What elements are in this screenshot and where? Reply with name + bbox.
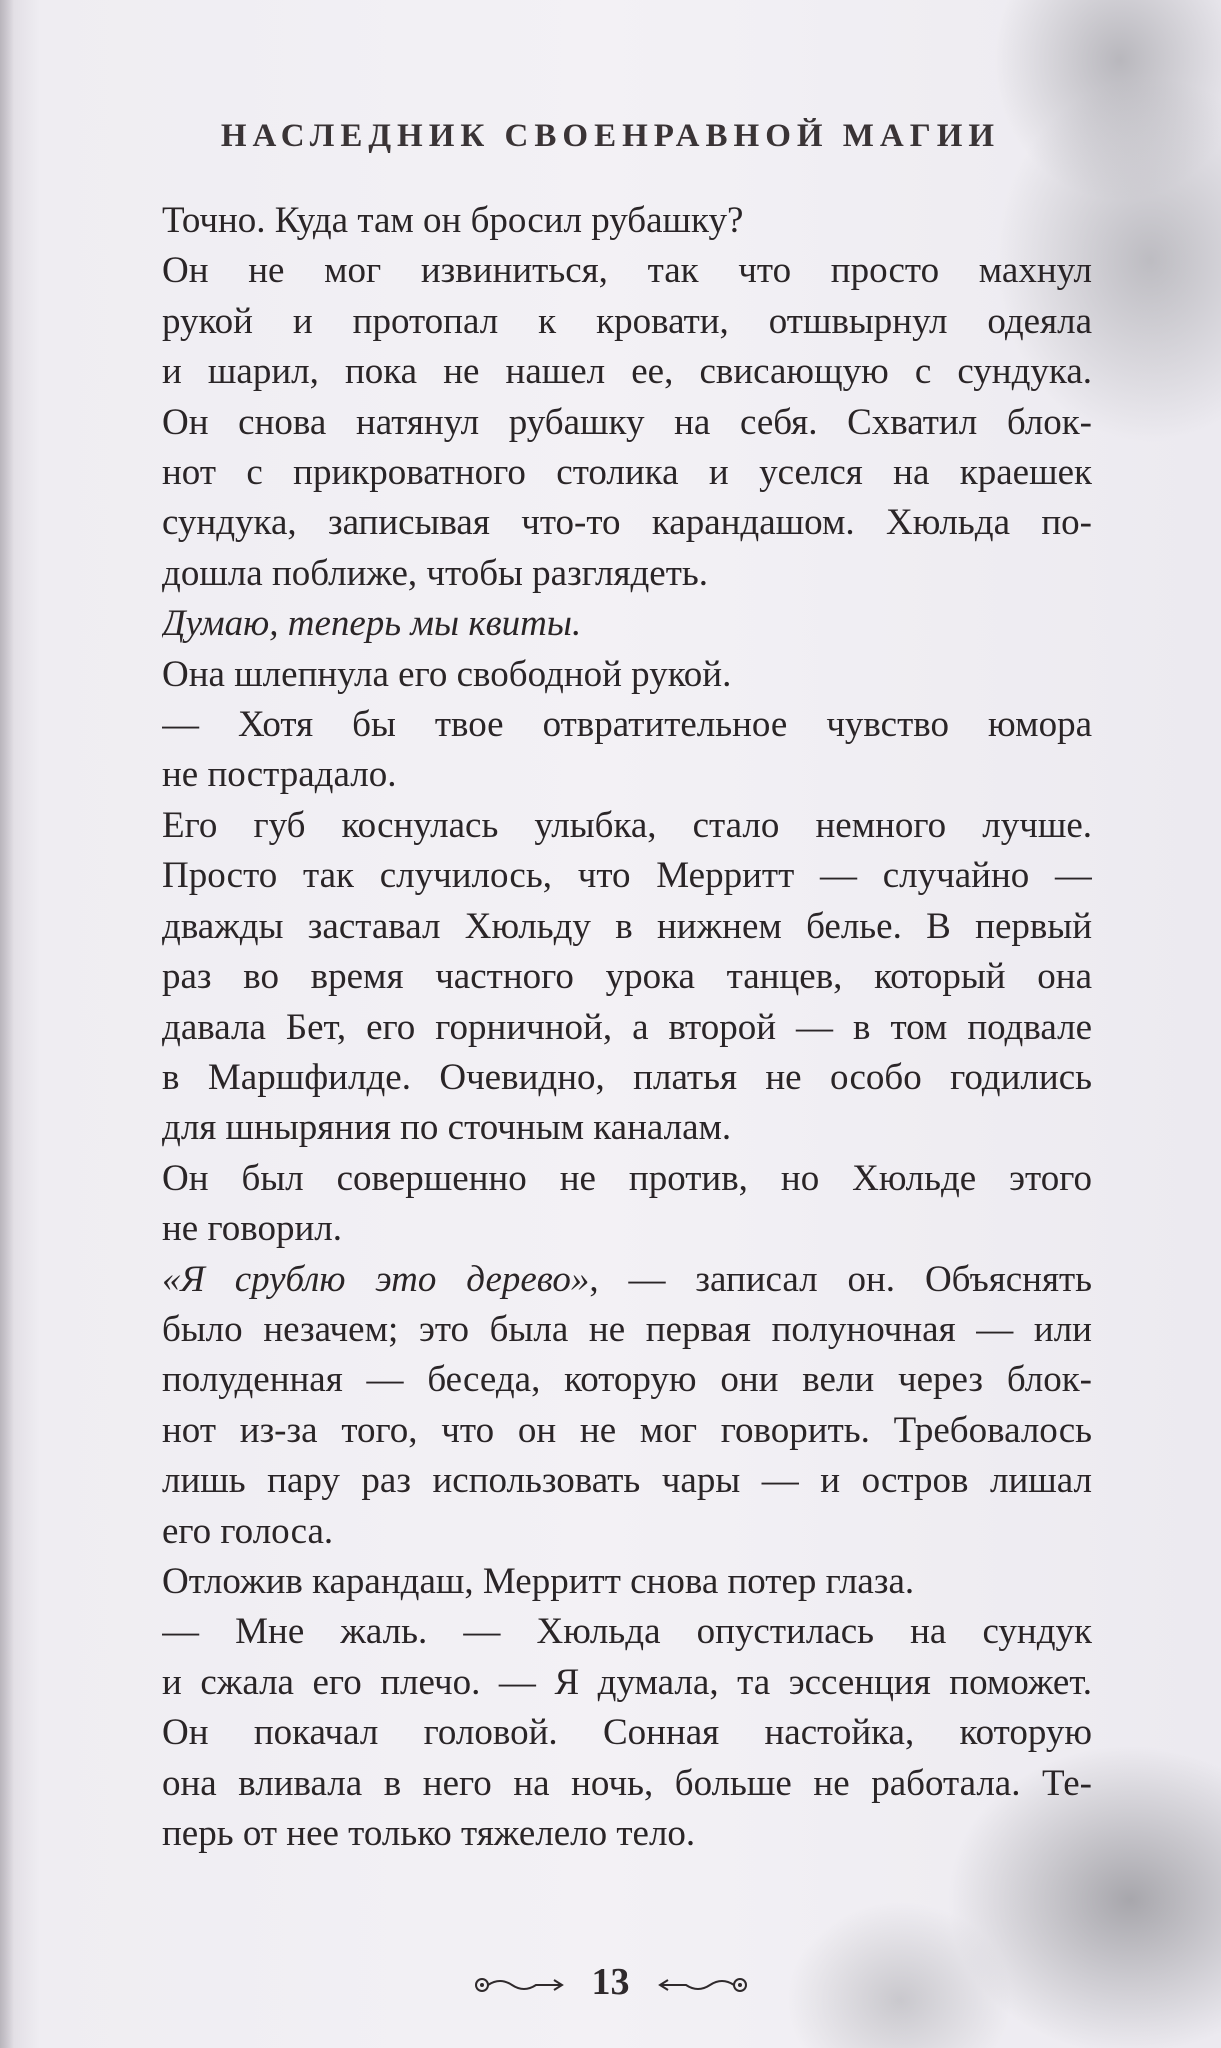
text-line: Точно. Куда там он бросил рубашку? [162, 200, 744, 241]
text-line: перь от нее только тяжелело тело. [162, 1813, 696, 1854]
text-line: и шарил, пока не нашел ее, свисающую с сундука. [162, 351, 1092, 393]
quoted-note: «Я срублю это дерево» [162, 1258, 590, 1300]
text-line: Он снова натянул рубашку на себя. Схватил блок- [162, 401, 1092, 443]
text-line: сундука, записывая что-то карандашом. Хюльда по- [162, 502, 1092, 544]
text-line: лишь пару раз использовать чары — и остров лишал [162, 1460, 1092, 1502]
text-line: Отложив карандаш, Мерритт снова потер глаза. [162, 1560, 915, 1602]
text-line: Он не мог извиниться, так что просто махнул [162, 250, 1092, 292]
text-line: нот из-за того, что он не мог говорить. Требовалось [162, 1409, 1092, 1451]
text-line: Его губ коснулась улыбка, стало немного лучше. [162, 804, 1092, 846]
text-line: давала Бет, его горничной, а второй — в том подвале [162, 1006, 1092, 1048]
text-line: дважды заставал Хюльду в нижнем белье. В первый [162, 905, 1092, 947]
text-line: полуденная — беседа, которую они вели через блок- [162, 1359, 1092, 1401]
text-line: нот с прикроватного столика и уселся на краешек [162, 452, 1092, 494]
text-line-italic: Думаю, теперь мы квиты. [162, 603, 582, 645]
text-line: его голоса. [162, 1510, 334, 1552]
text-line: — Хотя бы твое отвратительное чувство юмора [162, 704, 1092, 746]
text-line: рукой и протопал к кровати, отшвырнул одеяла [162, 300, 1092, 342]
text-line: Просто так случилось, что Мерритт — случайно — [162, 855, 1092, 897]
text-line-mixed [162, 1255, 1092, 1305]
text-line: раз во время частного урока танцев, который она [162, 956, 1092, 998]
page-number: 13 [591, 1961, 630, 2003]
page-gutter-shadow [0, 0, 14, 2048]
body-text [162, 196, 1092, 1859]
text-line: дошла поближе, чтобы разглядеть. [162, 552, 709, 594]
text-line: Он был совершенно не против, но Хюльде этого [162, 1157, 1092, 1199]
text-line: было незачем; это была не первая полуночная — или [162, 1308, 1092, 1350]
text-line: для шныряния по сточным каналам. [162, 1107, 732, 1149]
text-line: в Маршфилде. Очевидно, платья не особо годились [162, 1056, 1092, 1098]
page-footer [0, 1960, 1221, 2004]
ornament-left-icon [470, 1973, 570, 1997]
text-line: Она шлепнула его свободной рукой. [162, 653, 732, 695]
text-line: — Мне жаль. — Хюльда опустилась на сундук [162, 1611, 1092, 1653]
text-fragment: , — записал он. Объяснять [589, 1258, 1092, 1300]
text-line: не пострадало. [162, 754, 397, 796]
text-line: она вливала в него на ночь, больше не работала. Те- [162, 1762, 1092, 1804]
running-head: НАСЛЕДНИК СВОЕНРАВНОЙ МАГИИ [220, 118, 1001, 154]
text-line: не говорил. [162, 1208, 342, 1250]
ornament-right-icon [652, 1973, 752, 1997]
text-line: и сжала его плечо. — Я думала, та эссенция поможет. [162, 1661, 1092, 1703]
text-line: Он покачал головой. Сонная настойка, которую [162, 1712, 1092, 1754]
